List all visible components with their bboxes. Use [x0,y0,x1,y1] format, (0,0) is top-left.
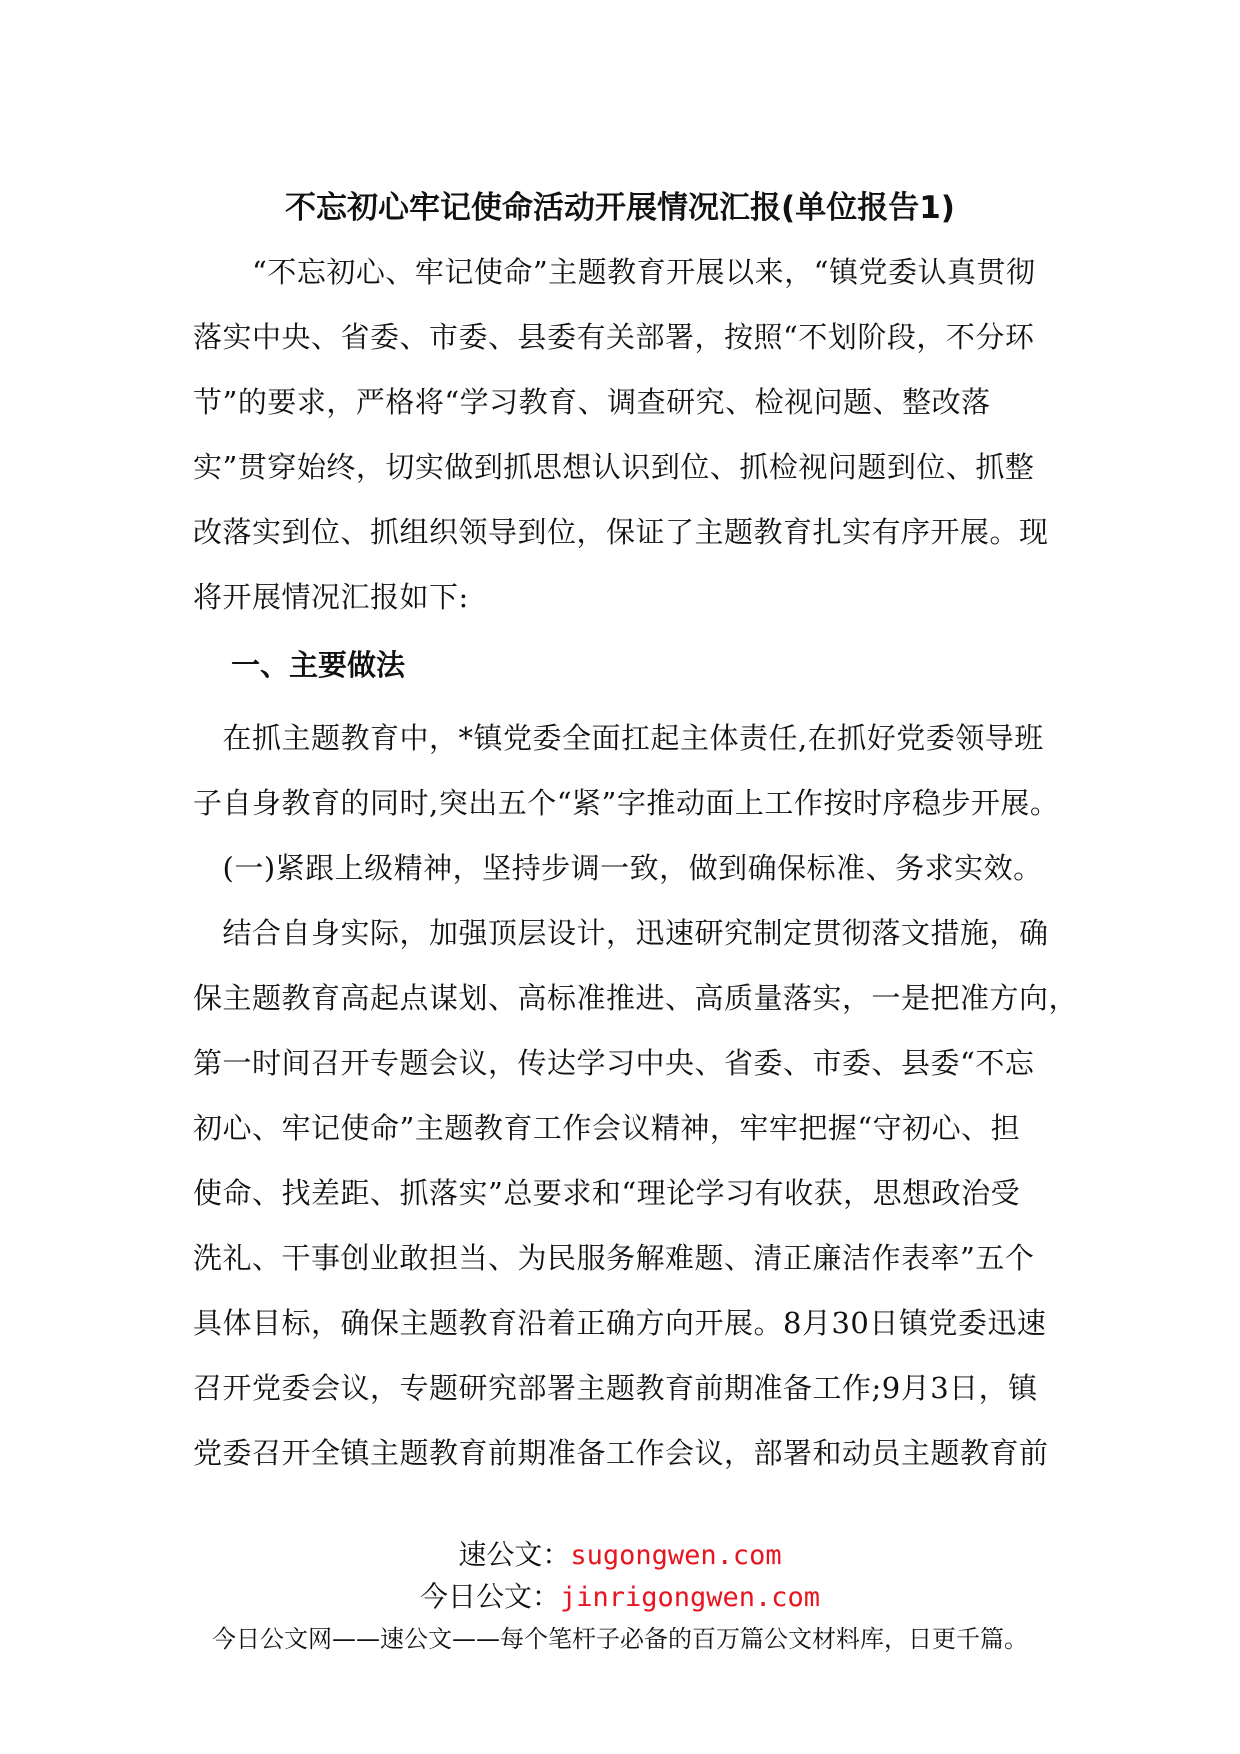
footer-jinrigongwen [0,1577,1240,1618]
text-line: 使命、找差距、抓落实”总要求和“理论学习有收获，思想政治受 [193,1176,1021,1210]
text-line: 初心、牢记使命”主题教育工作会议精神，牢牢把握“守初心、担 [193,1111,1021,1145]
subheading-line: (一)紧跟上级精神，坚持步调一致，做到确保标准、务求实效。 [193,851,1043,885]
footer-sugongwen [0,1535,1240,1576]
section-heading: 一、主要做法 [231,648,406,682]
text-line: 子自身教育的同时,突出五个“紧”字推动面上工作按时序稳步开展。 [193,786,1060,820]
intro-paragraph [193,240,1063,630]
footer-site-label: 速公文： [458,1538,571,1571]
text-line: 在抓主题教育中，*镇党委全面扛起主体责任,在抓好党委领导班 [193,721,1044,755]
footer-site-label: 今日公文： [419,1580,560,1613]
text-line: 结合自身实际，加强顶层设计，迅速研究制定贯彻落文措施，确 [193,916,1049,950]
document-title: 不忘初心牢记使命活动开展情况汇报(单位报告1) [285,190,955,226]
text-line: “不忘初心、牢记使命”主题教育开展以来，“镇党委认真贯彻 [193,255,1036,289]
footer-slogan: 今日公文网——速公文——每个笔杆子必备的百万篇公文材料库，日更千篇。 [212,1625,1028,1653]
section-body [193,706,1079,1486]
footer-site-link[interactable]: jinrigongwen.com [559,1582,821,1613]
text-line: 实”贯穿始终，切实做到抓思想认识到位、抓检视问题到位、抓整 [193,450,1035,484]
text-line: 党委召开全镇主题教育前期准备工作会议，部署和动员主题教育前 [193,1436,1049,1470]
text-line: 将开展情况汇报如下: [193,580,469,614]
text-line: 召开党委会议，专题研究部署主题教育前期准备工作;9月3日，镇 [193,1371,1038,1405]
text-line: 保主题教育高起点谋划、高标准推进、高质量落实，一是把准方向， [193,981,1079,1015]
text-line: 落实中央、省委、市委、县委有关部署，按照“不划阶段，不分环 [193,320,1035,354]
footer-site-link[interactable]: sugongwen.com [570,1540,782,1571]
text-line: 洗礼、干事创业敢担当、为民服务解难题、清正廉洁作表率”五个 [193,1241,1035,1275]
text-line: 具体目标，确保主题教育沿着正确方向开展。8月30日镇党委迅速 [193,1306,1047,1340]
text-line: 第一时间召开专题会议，传达学习中央、省委、市委、县委“不忘 [193,1046,1035,1080]
text-line: 节”的要求，严格将“学习教育、调查研究、检视问题、整改落 [193,385,991,419]
text-line: 改落实到位、抓组织领导到位，保证了主题教育扎实有序开展。现 [193,515,1049,549]
